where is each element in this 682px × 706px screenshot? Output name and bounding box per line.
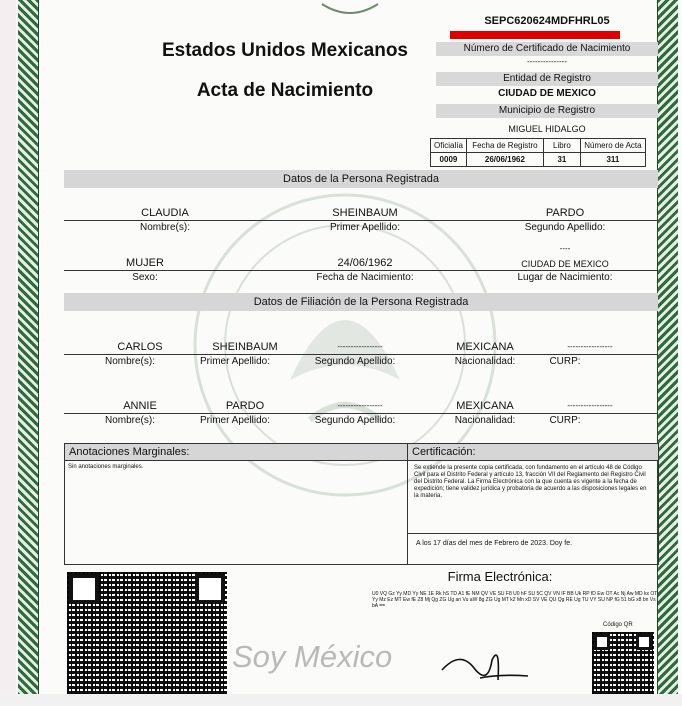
certificacion-box: [407, 443, 659, 565]
madre-nacionalidad-label: Nacionalidad:: [454, 415, 516, 426]
padre-primer-apellido-label: Primer Apellido:: [199, 356, 271, 367]
padre-curp-label: CURP:: [549, 356, 581, 367]
fecha-nacimiento-label: Fecha de Nacimiento:: [316, 272, 414, 283]
padre-nombre: CARLOS: [117, 341, 163, 353]
padre-nacionalidad: MEXICANA: [456, 341, 514, 353]
table-row: [431, 139, 646, 153]
certificacion-fecha: A los 17 días del mes de Febrero de 2023. Doy fe.: [416, 540, 573, 547]
firma-hash: U0 VQ Gz Yy MD Yy NE 1E Rk hS TD A1 fE NM QV VE SU F8 U0 hF SU 5C QV VN IF BB Uk RP fD Ew OT Ac Nj Aw MD kx OT Yy Mz Ez MT Ew fE Z8 Mj Qg ZG Ug an Vu aW 8g ZG Ug MT k2 Mn xD SV VE QU Qg RE Ug TU VY SU NP fG 51 bG x8 bn Vs bA ==: [372, 591, 658, 609]
madre-segundo-apellido-label: Segundo Apellido:: [314, 415, 396, 426]
padre-nacionalidad-label: Nacionalidad:: [454, 356, 516, 367]
nombre-label: Nombre(s):: [139, 222, 190, 233]
left-ornamental-border: [18, 0, 39, 696]
municipio-value: MIGUEL HIDALGO: [508, 124, 586, 134]
registration-table: [430, 138, 646, 167]
persona-primer-apellido: SHEINBAUM: [332, 207, 398, 219]
primer-apellido-label: Primer Apellido:: [329, 222, 401, 233]
madre-curp-label: CURP:: [549, 415, 581, 426]
bottom-bar: [0, 694, 682, 706]
anotaciones-text: Sin anotaciones marginales.: [68, 464, 144, 470]
madre-primer-apellido: PARDO: [225, 400, 265, 412]
madre-nombre: ANNIE: [123, 400, 157, 412]
madre-segundo-apellido: -----------------: [337, 401, 383, 410]
divider: [64, 270, 658, 271]
divider: [64, 220, 658, 221]
persona-lugar-nacimiento: CIUDAD DE MEXICO: [521, 259, 609, 269]
curp-text: SEPC620624MDFHRL05: [484, 15, 610, 27]
document-subtitle: Acta de Nacimiento: [196, 80, 374, 101]
madre-curp: -----------------: [567, 401, 613, 410]
filiacion-section-title: Datos de Filiación de la Persona Registrada: [64, 293, 658, 311]
anotaciones-box: [64, 443, 408, 565]
madre-primer-apellido-label: Primer Apellido:: [199, 415, 271, 426]
madre-nombre-label: Nombre(s):: [104, 415, 155, 426]
redaction-bar: [450, 31, 620, 39]
padre-segundo-apellido: -----------------: [337, 342, 383, 351]
padre-curp: -----------------: [567, 342, 613, 351]
segundo-apellido-label: Segundo Apellido:: [524, 222, 606, 233]
lugar-nacimiento-label: Lugar de Nacimiento:: [517, 272, 613, 283]
persona-segundo-apellido: PARDO: [545, 207, 585, 219]
persona-section-title: Datos de la Persona Registrada: [64, 170, 658, 188]
table-header-cell: Fecha de Registro: [466, 139, 543, 153]
cert-number-value: ---------------: [527, 57, 567, 66]
table-cell: 31: [543, 153, 580, 167]
municipio-label: Municipio de Registro: [436, 104, 658, 118]
sexo-label: Sexo:: [132, 272, 158, 283]
top-seal-arc-icon: [320, 0, 380, 20]
entidad-value: CIUDAD DE MEXICO: [498, 88, 596, 99]
certificacion-text: Se extiende la presente copia certificada, con fundamento en el artículo 48 de Código Civil para el Distrito Federal y artículo 13, fracción VII del Reglamento del Registro Civil del Distrito Federal. La Firma Electrónica con la que cuenta es vigente a la fecha de expedición; tiene validez jurídica y probatoria de acuerdo a las disposiciones legales en la materia.: [408, 461, 658, 534]
table-cell: 26/06/1962: [466, 153, 543, 167]
table-header-cell: Libro: [543, 139, 580, 153]
firma-title: Firma Electrónica:: [447, 569, 553, 584]
table-cell: 311: [580, 153, 645, 167]
persona-sexo: MUJER: [126, 257, 164, 269]
table-cell: 0009: [431, 153, 467, 167]
table-header-cell: Oficialía: [431, 139, 467, 153]
persona-curp-dash: ----: [559, 244, 571, 253]
table-row: [431, 153, 646, 167]
persona-nombre: CLAUDIA: [141, 207, 189, 219]
certificacion-title: Certificación:: [408, 444, 658, 461]
qr-label: Código QR: [603, 622, 633, 628]
slogan-text: Soy México: [232, 639, 393, 674]
cert-number-label: Número de Certificado de Nacimiento: [436, 42, 658, 56]
entidad-label: Entidad de Registro: [436, 72, 658, 86]
padre-segundo-apellido-label: Segundo Apellido:: [314, 356, 396, 367]
anotaciones-title: Anotaciones Marginales:: [65, 444, 407, 461]
document-title: Estados Unidos Mexicanos: [161, 40, 408, 61]
large-qr-code-icon: [67, 572, 227, 694]
table-header-cell: Número de Acta: [580, 139, 645, 153]
small-qr-code-icon: [592, 632, 654, 694]
padre-primer-apellido: SHEINBAUM: [212, 341, 278, 353]
padre-nombre-label: Nombre(s):: [104, 356, 155, 367]
divider: [64, 413, 658, 414]
divider: [64, 354, 658, 355]
signature-icon: [440, 640, 530, 690]
persona-fecha-nacimiento: 24/06/1962: [337, 257, 393, 269]
madre-nacionalidad: MEXICANA: [456, 400, 514, 412]
